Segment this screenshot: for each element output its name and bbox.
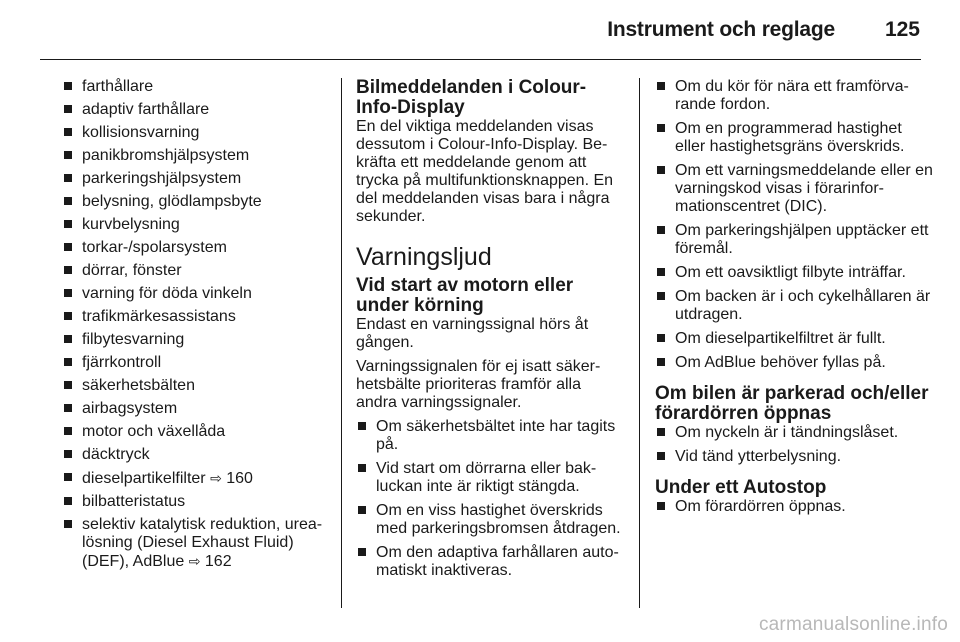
column-2 [356, 78, 624, 586]
section-heading: Bilmeddelanden i Colour-Info-Display [356, 77, 587, 118]
list-item: Om dieselpartikelfiltret är fullt. [655, 330, 935, 348]
paragraph: Endast en varningssignal hörs åt gången. [356, 316, 589, 351]
list-item: Om ett oavsiktligt filbyte inträffar. [655, 264, 935, 282]
column-divider [341, 78, 342, 608]
list-item: varning för döda vinkeln [62, 285, 332, 303]
list-item: Om en programmerad hastighet eller hastighetsgräns överskrids. [655, 120, 935, 156]
parked-list [655, 424, 935, 466]
column-3 [655, 78, 935, 522]
list-item: bilbatteristatus [62, 493, 332, 511]
page-ref-arrow-icon: ⇨ [188, 553, 201, 569]
warning-list [356, 418, 624, 580]
list-item: Om du kör för nära ett framförva-rande fordon. [655, 78, 935, 114]
page-number: 125 [884, 18, 920, 41]
list-item: Vid start om dörrarna eller bak-luckan inte är riktigt stängda. [356, 460, 624, 496]
list-item: kurvbelysning [62, 216, 332, 234]
paragraph: Varningssignalen för ej isatt säker-hetsbälte prioriteras framför alla andra varningssignaler. [356, 358, 601, 411]
system-list [62, 78, 332, 571]
list-item: Om säkerhetsbältet inte har tagits på. [356, 418, 624, 454]
list-item: Om den adaptiva farhållaren auto-matiskt inaktiveras. [356, 544, 624, 580]
list-item: panikbromshjälpsystem [62, 147, 332, 165]
page-ref-link[interactable]: 160 [226, 470, 253, 487]
list-item: belysning, glödlampsbyte [62, 193, 332, 211]
list-item: Vid tänd ytterbelysning. [655, 448, 935, 466]
column-divider [639, 78, 640, 608]
list-item: fjärrkontroll [62, 354, 332, 372]
list-item: kollisionsvarning [62, 124, 332, 142]
list-item: trafikmärkesassistans [62, 308, 332, 326]
list-item: Om backen är i och cykelhållaren är utdragen. [655, 288, 935, 324]
sub-heading: Vid start av motorn eller under körning [356, 275, 574, 316]
column-1 [62, 78, 332, 576]
list-item: Om nyckeln är i tändningslåset. [655, 424, 935, 442]
list-item: däcktryck [62, 446, 332, 464]
list-item: Om AdBlue behöver fyllas på. [655, 354, 935, 372]
page-ref-arrow-icon: ⇨ [210, 470, 222, 486]
list-item: airbagsystem [62, 400, 332, 418]
list-item: motor och växellåda [62, 423, 332, 441]
list-item: filbytesvarning [62, 331, 332, 349]
page-ref-link[interactable]: 162 [204, 553, 232, 570]
list-item: Om en viss hastighet överskrids med parkeringsbromsen åtdragen. [356, 502, 624, 538]
list-item: Om förardörren öppnas. [655, 498, 935, 516]
list-item: farthållare [62, 78, 332, 96]
sub-heading: Under ett Autostop [655, 477, 827, 498]
scr-text: selektiv katalytisk reduktion, urea-lösning (Diesel Exhaust Fluid) (DEF), AdBlue [82, 516, 323, 570]
list-item: torkar-/spolarsystem [62, 239, 332, 257]
list-item-dpf [62, 469, 332, 488]
page-header [0, 0, 960, 58]
autostop-list [655, 498, 935, 516]
sub-heading: Om bilen är parkerad och/eller förardörren öppnas [655, 383, 929, 424]
list-item: adaptiv farthållare [62, 101, 332, 119]
list-item: säkerhetsbälten [62, 377, 332, 395]
list-item: Om parkeringshjälpen upptäcker ett föremål. [655, 222, 935, 258]
page-title: Instrument och reglage [607, 18, 835, 41]
dpf-text: dieselpartikelfilter [82, 470, 206, 487]
watermark: carmanualsonline.info [758, 614, 948, 635]
warning-list [655, 78, 935, 372]
header-rule [40, 59, 921, 60]
list-item: parkeringshjälpsystem [62, 170, 332, 188]
paragraph: En del viktiga meddelanden visas dessutom i Colour-Info-Display. Be-kräfta ett meddelande genom att trycka på multifunktionsknappen. En del meddelanden visas bara i några sekunder. [356, 118, 614, 225]
list-item: Om ett varningsmeddelande eller en varningskod visas i förarinfor-mationscentret (DIC). [655, 162, 935, 216]
list-item: dörrar, fönster [62, 262, 332, 280]
section-title: Varningsljud [356, 243, 492, 271]
list-item-scr [62, 516, 332, 571]
